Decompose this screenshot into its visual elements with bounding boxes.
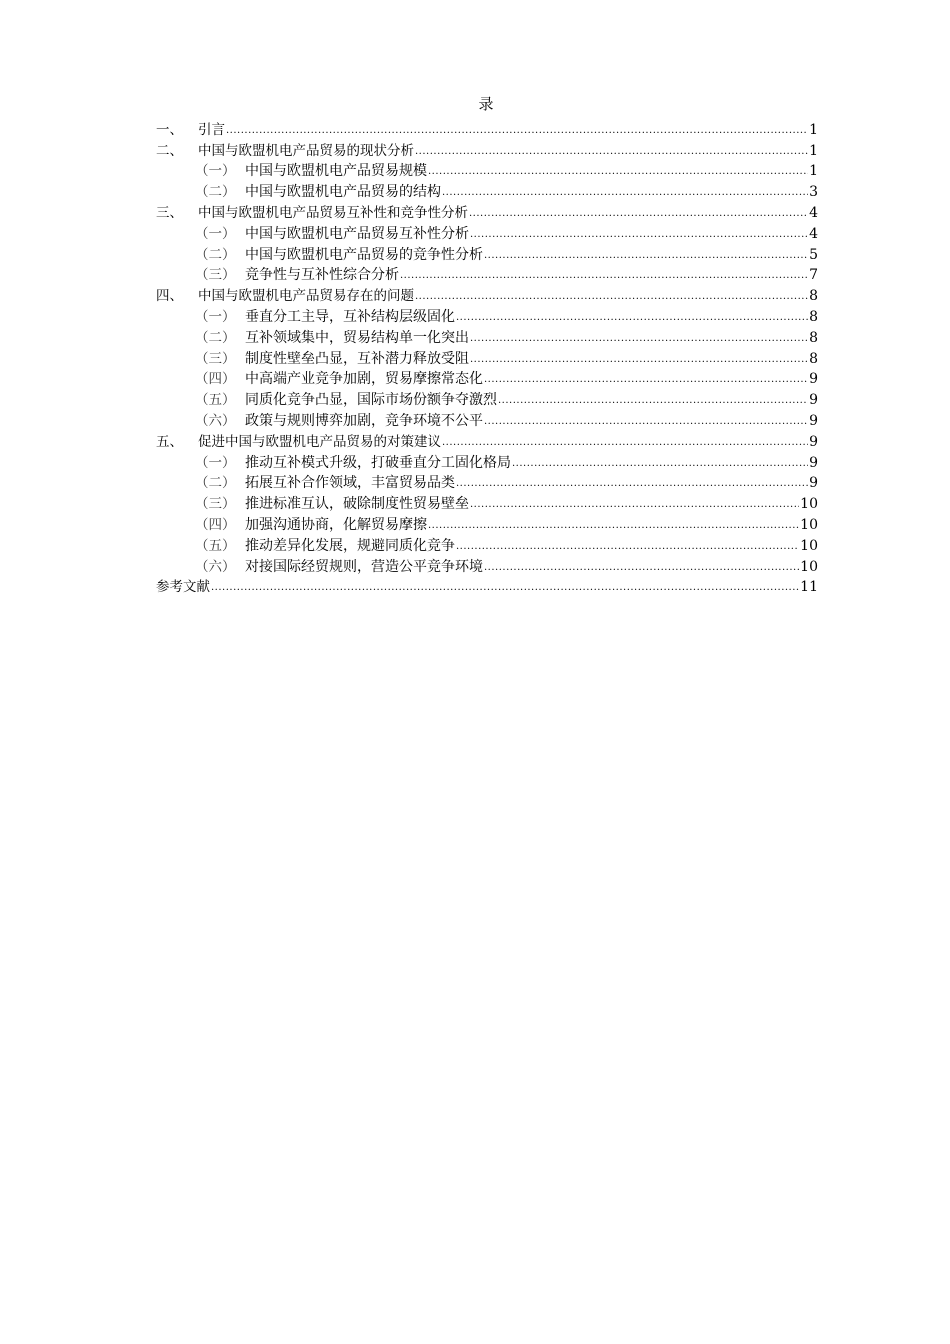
- toc-entry-number: （一）: [195, 163, 236, 180]
- toc-entry-number: （一）: [195, 454, 236, 471]
- toc-entry-introduction[interactable]: [156, 118, 818, 139]
- toc-entry-page: 8: [809, 350, 818, 367]
- toc-entry-page: 7: [809, 267, 818, 284]
- toc-entry-number: （一）: [195, 225, 236, 242]
- toc-entry-number: （五）: [195, 537, 236, 554]
- toc-entry-page: 3: [809, 184, 818, 201]
- toc-entry-label: 制度性壁垒凸显，互补潜力释放受阻: [245, 350, 469, 367]
- toc-entry-number: （四）: [195, 371, 236, 388]
- toc-entry-label: 推动差异化发展，规避同质化竞争: [245, 537, 455, 554]
- toc-entry-page: 4: [809, 225, 818, 242]
- dot-leader: [456, 478, 808, 490]
- dot-leader: [512, 458, 808, 470]
- toc-entry-references[interactable]: [156, 576, 818, 597]
- toc-entry-number: （二）: [195, 329, 236, 346]
- toc-entry-page: 9: [809, 371, 818, 388]
- toc-entry-section-3[interactable]: [156, 201, 818, 222]
- toc-entry-page: 10: [800, 537, 818, 554]
- dot-leader: [498, 395, 808, 407]
- toc-entry-label: 加强沟通协商，化解贸易摩擦: [245, 516, 427, 533]
- dot-leader: [484, 374, 808, 386]
- toc-entry-label: 拓展互补合作领域，丰富贸易品类: [245, 475, 455, 492]
- toc-entry-label: 同质化竞争凸显，国际市场份额争夺激烈: [245, 392, 497, 409]
- toc-entry-page: 11: [800, 579, 818, 596]
- dot-leader: [484, 250, 808, 262]
- dot-leader: [415, 146, 808, 158]
- toc-entry-number: （五）: [195, 392, 236, 409]
- toc-entry-page: 10: [800, 516, 818, 533]
- toc-entry-page: 10: [800, 496, 818, 513]
- toc-entry-label: 中国与欧盟机电产品贸易互补性和竞争性分析: [198, 204, 468, 221]
- toc-entry-page: 8: [809, 308, 818, 325]
- toc-entry-page: 4: [809, 204, 818, 221]
- toc-entry-label: 参考文献: [156, 579, 210, 596]
- dot-leader: [415, 291, 808, 303]
- toc-entry-number: 一、: [156, 121, 183, 138]
- toc-entry-label: 推进标准互认，破除制度性贸易壁垒: [245, 496, 469, 513]
- toc-entry-number: 五、: [156, 433, 183, 450]
- dot-leader: [470, 229, 808, 241]
- toc-subentry[interactable]: [156, 451, 818, 472]
- dot-leader: [428, 520, 799, 532]
- toc-entry-number: （三）: [195, 267, 236, 284]
- dot-leader: [442, 437, 808, 449]
- toc-entry-label: 对接国际经贸规则，营造公平竞争环境: [245, 558, 483, 575]
- toc-entry-page: 1: [809, 121, 818, 138]
- toc-entry-number: （二）: [195, 246, 236, 263]
- toc-entry-section-2[interactable]: [156, 139, 818, 160]
- toc-entry-number: （二）: [195, 475, 236, 492]
- toc-entry-label: 中国与欧盟机电产品贸易互补性分析: [245, 225, 469, 242]
- dot-leader: [211, 582, 799, 594]
- toc-entry-page: 8: [809, 288, 818, 305]
- toc-entry-section-5[interactable]: [156, 430, 818, 451]
- toc-entry-label: 中高端产业竞争加剧，贸易摩擦常态化: [245, 371, 483, 388]
- toc-subentry[interactable]: [156, 472, 818, 493]
- toc-title: 录: [478, 95, 494, 113]
- toc-subentry[interactable]: [156, 513, 818, 534]
- toc-subentry[interactable]: [156, 388, 818, 409]
- toc-entry-page: 5: [809, 246, 818, 263]
- toc-entry-number: （一）: [195, 308, 236, 325]
- dot-leader: [442, 187, 808, 199]
- toc-entry-page: 9: [809, 412, 818, 429]
- toc-entry-label: 促进中国与欧盟机电产品贸易的对策建议: [198, 433, 441, 450]
- dot-leader: [470, 333, 808, 345]
- table-of-contents: [156, 118, 818, 596]
- dot-leader: [226, 125, 808, 137]
- toc-subentry[interactable]: [156, 534, 818, 555]
- toc-entry-section-4[interactable]: [156, 284, 818, 305]
- toc-entry-number: 三、: [156, 204, 183, 221]
- toc-subentry[interactable]: [156, 243, 818, 264]
- toc-subentry[interactable]: [156, 264, 818, 285]
- toc-entry-page: 9: [809, 454, 818, 471]
- toc-entry-number: （二）: [195, 184, 236, 201]
- toc-subentry[interactable]: [156, 160, 818, 181]
- dot-leader: [484, 562, 799, 574]
- toc-subentry[interactable]: [156, 222, 818, 243]
- toc-entry-page: 8: [809, 329, 818, 346]
- toc-entry-page: 9: [809, 392, 818, 409]
- toc-entry-number: （六）: [195, 412, 236, 429]
- toc-entry-label: 互补领域集中，贸易结构单一化突出: [245, 329, 469, 346]
- toc-subentry[interactable]: [156, 492, 818, 513]
- toc-entry-number: （四）: [195, 516, 236, 533]
- toc-entry-label: 引言: [198, 121, 225, 138]
- dot-leader: [469, 208, 808, 220]
- toc-entry-label: 中国与欧盟机电产品贸易的结构: [245, 184, 441, 201]
- toc-entry-number: （六）: [195, 558, 236, 575]
- toc-entry-label: 中国与欧盟机电产品贸易存在的问题: [198, 288, 414, 305]
- toc-subentry[interactable]: [156, 555, 818, 576]
- toc-subentry[interactable]: [156, 326, 818, 347]
- toc-subentry[interactable]: [156, 347, 818, 368]
- toc-entry-label: 中国与欧盟机电产品贸易的现状分析: [198, 142, 414, 159]
- dot-leader: [456, 312, 808, 324]
- toc-entry-number: 二、: [156, 142, 183, 159]
- toc-entry-number: 四、: [156, 288, 183, 305]
- toc-entry-page: 1: [809, 163, 818, 180]
- toc-entry-label: 推动互补模式升级，打破垂直分工固化格局: [245, 454, 511, 471]
- dot-leader: [470, 499, 799, 511]
- toc-entry-page: 10: [800, 558, 818, 575]
- toc-entry-label: 垂直分工主导，互补结构层级固化: [245, 308, 455, 325]
- toc-entry-number: （三）: [195, 350, 236, 367]
- toc-entry-label: 竞争性与互补性综合分析: [245, 267, 399, 284]
- dot-leader: [456, 541, 799, 553]
- toc-subentry[interactable]: [156, 180, 818, 201]
- dot-leader: [470, 354, 808, 366]
- toc-subentry[interactable]: [156, 305, 818, 326]
- toc-entry-label: 中国与欧盟机电产品贸易规模: [245, 163, 427, 180]
- toc-entry-label: 中国与欧盟机电产品贸易的竞争性分析: [245, 246, 483, 263]
- toc-entry-page: 9: [809, 475, 818, 492]
- toc-subentry[interactable]: [156, 409, 818, 430]
- dot-leader: [400, 270, 808, 282]
- toc-entry-label: 政策与规则博弈加剧，竞争环境不公平: [245, 412, 483, 429]
- toc-entry-number: （三）: [195, 496, 236, 513]
- toc-entry-page: 9: [809, 433, 818, 450]
- toc-subentry[interactable]: [156, 368, 818, 389]
- dot-leader: [484, 416, 808, 428]
- dot-leader: [428, 166, 808, 178]
- toc-entry-page: 1: [809, 142, 818, 159]
